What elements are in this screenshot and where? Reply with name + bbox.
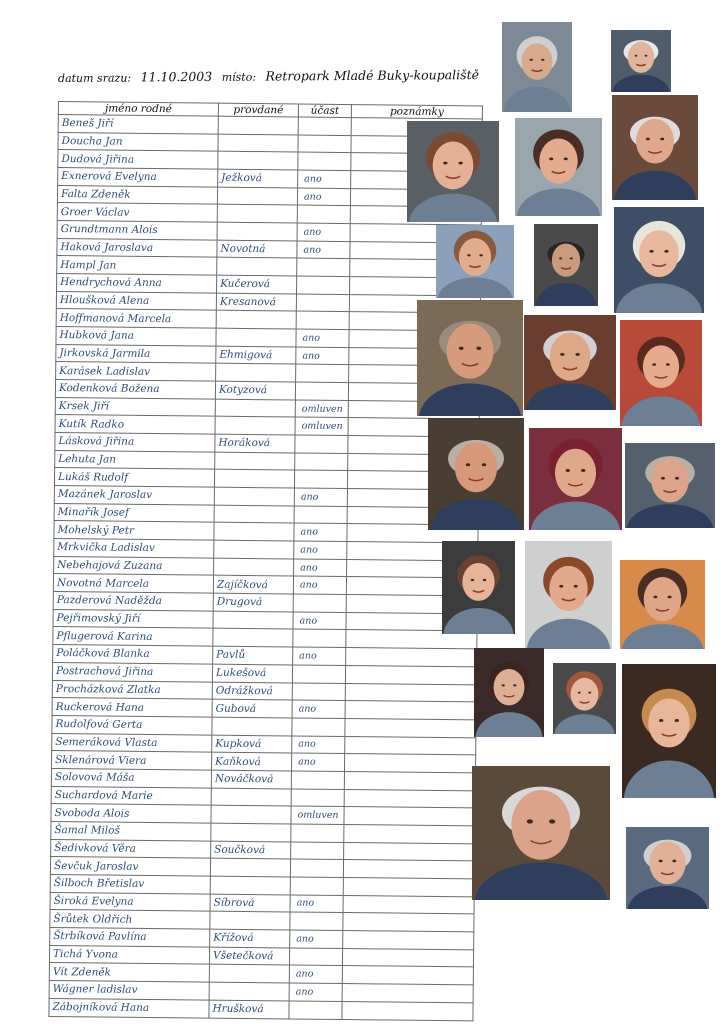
table-row (49, 998, 473, 1021)
portrait-photo (524, 315, 616, 410)
person-married-name (211, 805, 291, 824)
person-notes (342, 1001, 473, 1021)
person-maiden-name: Hubková Jana (56, 327, 216, 346)
person-maiden-name: Šedivková Věra (51, 839, 211, 858)
person-attendance (297, 205, 350, 223)
person-attendance: ano (292, 700, 345, 718)
portrait-photo (534, 224, 598, 306)
person-maiden-name: Lehuta Jan (55, 450, 215, 469)
person-married-name: Kresanová (216, 293, 296, 312)
col-maiden-name: jméno rodné (58, 102, 218, 117)
person-attendance: ano (298, 170, 351, 188)
person-married-name: Lukešová (212, 664, 292, 683)
person-married-name (214, 540, 294, 559)
portrait-image (620, 560, 705, 649)
person-maiden-name: Poláčková Blanka (53, 645, 213, 664)
person-attendance (291, 824, 344, 842)
person-married-name (211, 823, 291, 842)
person-married-name (218, 152, 298, 171)
person-maiden-name: Štrbíková Pavlína (50, 927, 210, 946)
portrait-photo (472, 766, 610, 900)
col-attendance: účast (298, 104, 351, 118)
portrait-photo (525, 541, 612, 649)
person-notes (343, 860, 474, 879)
person-attendance: ano (297, 241, 350, 259)
person-maiden-name: Krsek Jiří (55, 397, 215, 416)
person-attendance (291, 771, 344, 789)
person-maiden-name: Lukáš Rudolf (54, 468, 214, 487)
portrait-photo (625, 443, 715, 528)
person-notes (344, 789, 475, 808)
person-notes (345, 736, 476, 755)
person-maiden-name: Lásková Jiřina (55, 433, 215, 452)
person-married-name: Síbrová (210, 894, 290, 913)
person-attendance (293, 629, 346, 647)
person-married-name (216, 364, 296, 383)
person-attendance: ano (293, 647, 346, 665)
person-attendance (298, 135, 351, 153)
person-attendance (291, 842, 344, 860)
person-notes (345, 701, 476, 720)
person-notes (344, 824, 475, 843)
meeting-date: 11.10.2003 (140, 68, 213, 85)
person-attendance: ano (294, 541, 347, 559)
person-maiden-name: Mrkvička Ladislav (54, 539, 214, 558)
person-married-name (218, 134, 298, 153)
portrait-photo (407, 121, 499, 222)
person-maiden-name: Grundtmann Alois (57, 221, 217, 240)
person-maiden-name: Dudová Jiřina (58, 150, 218, 169)
portrait-image (436, 225, 514, 298)
person-married-name (217, 258, 297, 277)
person-maiden-name: Šamal Miloš (51, 821, 211, 840)
person-married-name (210, 911, 290, 930)
person-maiden-name: Rudolfová Gerta (52, 715, 212, 734)
person-married-name (215, 452, 295, 471)
portrait-photo (626, 827, 709, 909)
portrait-image (534, 224, 598, 306)
person-attendance (294, 470, 347, 488)
portrait-image (614, 207, 704, 313)
person-notes (345, 718, 476, 737)
portrait-image (442, 541, 515, 634)
person-maiden-name: Falta Zdeněk (57, 185, 217, 204)
person-married-name (217, 222, 297, 241)
person-maiden-name: Hoffmanová Marcela (56, 309, 216, 328)
person-maiden-name: Nebehajová Zuzana (54, 556, 214, 575)
person-married-name: Všetečková (209, 947, 289, 966)
person-maiden-name: Hendrychová Anna (57, 274, 217, 293)
person-maiden-name: Kodenková Božena (55, 380, 215, 399)
person-attendance: ano (290, 930, 343, 948)
portrait-image (515, 118, 602, 216)
person-attendance (289, 948, 342, 966)
person-maiden-name: Mazánek Jaroslav (54, 486, 214, 505)
person-attendance: ano (289, 965, 342, 983)
person-notes (344, 754, 475, 773)
person-married-name (214, 470, 294, 489)
attendance-rows (49, 115, 482, 1021)
portrait-image (626, 827, 709, 909)
person-married-name (217, 205, 297, 224)
person-attendance: ano (294, 523, 347, 541)
person-married-name: Hrušková (209, 1000, 289, 1019)
person-attendance (293, 594, 346, 612)
person-maiden-name: Svoboda Alois (51, 804, 211, 823)
portrait-photo (436, 225, 514, 298)
person-maiden-name: Procházková Zlatka (52, 680, 212, 699)
person-married-name (213, 629, 293, 648)
person-maiden-name: Šilboch Břetislav (50, 874, 210, 893)
person-married-name (214, 558, 294, 577)
person-attendance (289, 1001, 342, 1020)
person-maiden-name: Sklenárová Viera (52, 751, 212, 770)
portrait-image (612, 95, 698, 200)
person-married-name: Kaňková (212, 752, 292, 771)
person-married-name (213, 611, 293, 630)
person-maiden-name: Postrachová Jiřina (52, 662, 212, 681)
person-attendance (295, 382, 348, 400)
person-maiden-name: Semeráková Vlasta (52, 733, 212, 752)
person-attendance: ano (294, 559, 347, 577)
person-married-name (218, 116, 298, 135)
person-attendance: ano (290, 895, 343, 913)
person-attendance (294, 506, 347, 524)
person-married-name: Gubová (212, 699, 292, 718)
person-attendance: ano (293, 576, 346, 594)
portrait-image (472, 766, 610, 900)
person-married-name: Ehmigová (216, 346, 296, 365)
person-married-name (217, 187, 297, 206)
meeting-place: Retropark Mladé Buky-koupaliště (265, 67, 480, 84)
portrait-photo (428, 418, 524, 530)
person-maiden-name: Vít Zdeněk (49, 963, 209, 982)
person-maiden-name: Pazderová Naděžda (53, 592, 213, 611)
person-notes (342, 966, 473, 985)
person-married-name (211, 788, 291, 807)
person-attendance (292, 665, 345, 683)
attendance-table (48, 101, 483, 1021)
person-attendance (297, 258, 350, 276)
person-attendance: ano (289, 983, 342, 1001)
person-attendance: ano (296, 329, 349, 347)
portrait-photo (612, 95, 698, 200)
person-maiden-name: Beneš Jiří (58, 115, 218, 134)
person-attendance (295, 453, 348, 471)
person-married-name (209, 964, 289, 983)
person-maiden-name: Ruckerová Hana (52, 698, 212, 717)
meeting-header (58, 67, 485, 85)
person-notes (344, 807, 475, 826)
portrait-image (611, 30, 671, 92)
portrait-photo (620, 320, 702, 426)
portrait-image (622, 664, 716, 798)
person-married-name: Kučerová (216, 275, 296, 294)
person-notes (342, 948, 473, 967)
person-maiden-name: Šrůtek Oldřich (50, 910, 210, 929)
person-maiden-name: Ševčuk Jaroslav (50, 857, 210, 876)
person-married-name (216, 328, 296, 347)
person-attendance (296, 294, 349, 312)
person-attendance (298, 117, 351, 135)
person-notes (343, 877, 474, 896)
person-married-name: Součková (211, 841, 291, 860)
person-maiden-name: Minařík Josef (54, 503, 214, 522)
portrait-image (417, 300, 523, 416)
person-maiden-name: Tichá Yvona (49, 945, 209, 964)
portrait-photo (622, 664, 716, 798)
person-maiden-name: Suchardová Marie (51, 786, 211, 805)
person-attendance: ano (297, 223, 350, 241)
person-attendance (298, 152, 351, 170)
person-notes (346, 648, 477, 667)
person-married-name (210, 876, 290, 895)
person-married-name: Kupková (212, 735, 292, 754)
person-married-name (209, 982, 289, 1001)
person-notes (343, 913, 474, 932)
person-notes (342, 983, 473, 1002)
portrait-image (524, 315, 616, 410)
person-attendance (291, 789, 344, 807)
person-notes (345, 683, 476, 702)
portrait-image (407, 121, 499, 222)
person-married-name: Pavlů (213, 646, 293, 665)
person-maiden-name: Hampl Jan (57, 256, 217, 275)
portrait-image (620, 320, 702, 426)
person-maiden-name: Pflugerová Karina (53, 627, 213, 646)
person-maiden-name: Hloušková Alena (56, 291, 216, 310)
person-maiden-name: Karásek Ladislav (56, 362, 216, 381)
portrait-photo (502, 22, 572, 112)
person-married-name (210, 858, 290, 877)
portrait-photo (620, 560, 705, 649)
person-attendance (290, 877, 343, 895)
person-attendance: ano (291, 753, 344, 771)
person-attendance: ano (293, 612, 346, 630)
person-married-name: Drugová (213, 593, 293, 612)
person-maiden-name: Wágner ladislav (49, 980, 209, 999)
portrait-photo (515, 118, 602, 216)
person-maiden-name: Groer Václav (57, 203, 217, 222)
person-attendance (296, 364, 349, 382)
person-maiden-name: Zábojníková Hana (49, 998, 209, 1018)
portrait-photo (529, 428, 622, 530)
person-married-name (214, 505, 294, 524)
person-maiden-name: Jirkovská Jarmila (56, 344, 216, 363)
person-married-name: Kotyzová (215, 381, 295, 400)
person-notes (344, 842, 475, 861)
portrait-photo (442, 541, 515, 634)
person-married-name (214, 487, 294, 506)
person-married-name: Křížová (210, 929, 290, 948)
person-attendance: ano (292, 735, 345, 753)
person-married-name (216, 311, 296, 330)
person-maiden-name: Mohelský Petr (54, 521, 214, 540)
person-married-name: Horáková (215, 434, 295, 453)
person-married-name: Zajíčková (213, 576, 293, 595)
person-attendance (290, 912, 343, 930)
person-attendance (296, 276, 349, 294)
place-label: místo: (221, 70, 257, 84)
person-notes (343, 930, 474, 949)
date-label: datum srazu: (57, 71, 132, 85)
person-maiden-name: Doucha Jan (58, 132, 218, 151)
person-married-name (215, 399, 295, 418)
portrait-photo (614, 207, 704, 313)
person-attendance (292, 718, 345, 736)
person-attendance: omluven (295, 400, 348, 418)
person-notes (345, 665, 476, 684)
person-attendance: ano (294, 488, 347, 506)
person-attendance (296, 311, 349, 329)
attendance-sheet (48, 101, 482, 1021)
person-maiden-name: Exnerová Evelyna (58, 168, 218, 187)
person-attendance: ano (297, 188, 350, 206)
portrait-image (525, 541, 612, 649)
portrait-photo (553, 663, 616, 734)
person-attendance (292, 682, 345, 700)
person-notes (344, 771, 475, 790)
person-maiden-name: Pejřimovský Jiří (53, 609, 213, 628)
person-attendance (295, 435, 348, 453)
person-notes (343, 895, 474, 914)
person-maiden-name: Solovová Máša (51, 768, 211, 787)
person-married-name (212, 717, 292, 736)
col-married-name: provdané (218, 103, 298, 117)
person-attendance: omluven (291, 806, 344, 824)
person-married-name: Ježková (218, 169, 298, 188)
person-married-name: Nováčková (211, 770, 291, 789)
portrait-image (529, 428, 622, 530)
portrait-image (553, 663, 616, 734)
portrait-image (625, 443, 715, 528)
portrait-image (502, 22, 572, 112)
person-married-name (214, 523, 294, 542)
person-attendance (290, 859, 343, 877)
person-attendance: omluven (295, 417, 348, 435)
person-married-name (215, 417, 295, 436)
portrait-photo (611, 30, 671, 92)
portrait-image (474, 648, 544, 737)
portrait-photo (474, 648, 544, 737)
person-maiden-name: Novotná Marcela (53, 574, 213, 593)
person-married-name: Novotná (217, 240, 297, 259)
col-notes: poznámky (351, 105, 482, 119)
portrait-photo (417, 300, 523, 416)
person-maiden-name: Kutík Radko (55, 415, 215, 434)
person-maiden-name: Široká Evelyna (50, 892, 210, 911)
person-attendance: ano (296, 347, 349, 365)
portrait-image (428, 418, 524, 530)
person-maiden-name: Haková Jaroslava (57, 238, 217, 257)
person-married-name: Odrážková (212, 682, 292, 701)
